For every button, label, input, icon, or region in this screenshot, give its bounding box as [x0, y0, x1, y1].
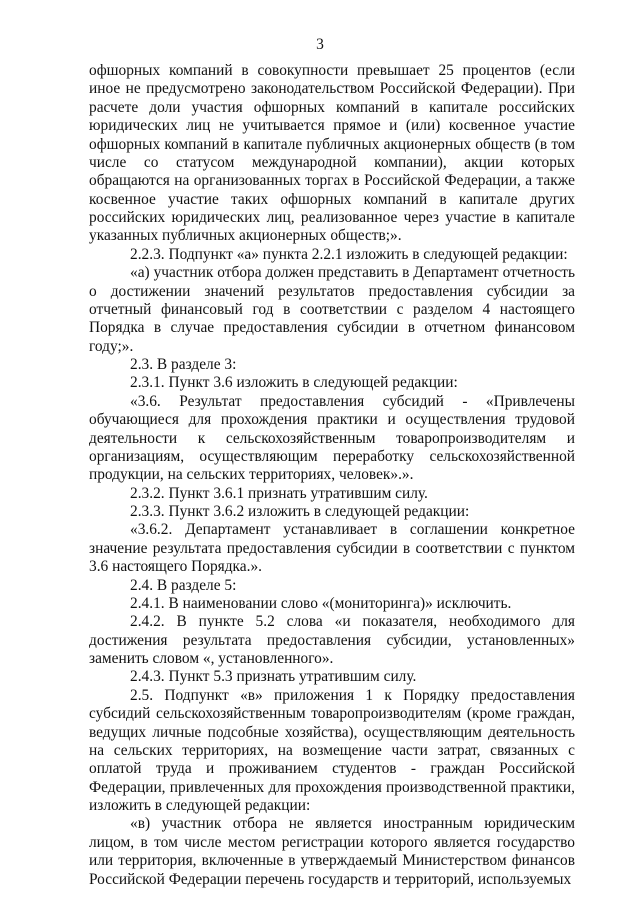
- paragraph: офшорных компаний в совокупности превышает 25 процентов (если иное не предусмотрено законодательством Российской Федерации). При расчете доли участия офшорных компаний в капитале российских юридических лиц не учитывается прямое и (или) косвенное участие офшорных компаний в капитале публичных акционерных обществ (в том числе со статусом международной компании), акции которых обращаются на организованных торгах в Российской Федерации, а также косвенное участие таких офшорных компаний в капитале других российских юридических лиц, реализованное через участие в капитале указанных публичных акционерных обществ;».: [89, 62, 575, 245]
- paragraph: 2.3. В разделе 3:: [130, 356, 237, 373]
- paragraph: 2.5. Подпункт «в» приложения 1 к Порядку предоставления субсидий сельскохозяйственным товаропроизводителям (кроме граждан, ведущих личные подсобные хозяйства), осуществляющим деятельность на сельских территориях, на возмещение части затрат, связанных с оплатой труда и проживанием студентов - граждан Российской Федерации, привлеченных для прохождения производственной практики, изложить в следующей редакции:: [89, 686, 575, 814]
- paragraph: 2.4. В разделе 5:: [130, 576, 237, 594]
- paragraph: 2.2.3. Подпункт «а» пункта 2.2.1 изложить в следующей редакции:: [130, 245, 568, 263]
- document-body: [89, 62, 575, 889]
- paragraph: 2.3.3. Пункт 3.6.2 изложить в следующей редакции:: [130, 503, 470, 520]
- paragraph: «3.6.2. Департамент устанавливает в соглашении конкретное значение результата предоставления субсидии в соответствии с пунктом 3.6 настоящего Порядка.».: [89, 521, 575, 576]
- paragraph: 2.3.2. Пункт 3.6.1 признать утратившим силу.: [130, 484, 428, 502]
- paragraph: 2.4.3. Пункт 5.3 признать утратившим силу.: [130, 668, 417, 686]
- paragraph: «3.6. Результат предоставления субсидий - «Привлечены обучающиеся для прохождения практики и осуществления трудовой деятельности к сельскохозяйственным товаропроизводителям и организациям, осуществляющим переработку сельскохозяйственной продукции, на сельских территориях, человек».».: [89, 392, 575, 484]
- paragraph: «а) участник отбора должен представить в Департамент отчетность о достижении значений результатов предоставления субсидии за отчетный финансовый год в соответствии с разделом 4 настоящего Порядка в случае предоставления субсидии в отчетном финансовом году;».: [89, 264, 575, 355]
- page-number: 3: [316, 36, 324, 53]
- paragraph: 2.3.1. Пункт 3.6 изложить в следующей редакции:: [130, 374, 458, 392]
- paragraph: «в) участник отбора не является иностранным юридическим лицом, в том числе местом регистрации которого является государство или территория, включенные в утверждаемый Министерством финансов Российской Федерации перечень государств и территорий, используемых: [89, 815, 575, 888]
- paragraph: 2.4.1. В наименовании слово «(мониторинга)» исключить.: [130, 594, 512, 612]
- paragraph: 2.4.2. В пункте 5.2 слова «и показателя, необходимого для достижения результата предоставления субсидии, установленных» заменить словом «, установленного».: [89, 613, 575, 667]
